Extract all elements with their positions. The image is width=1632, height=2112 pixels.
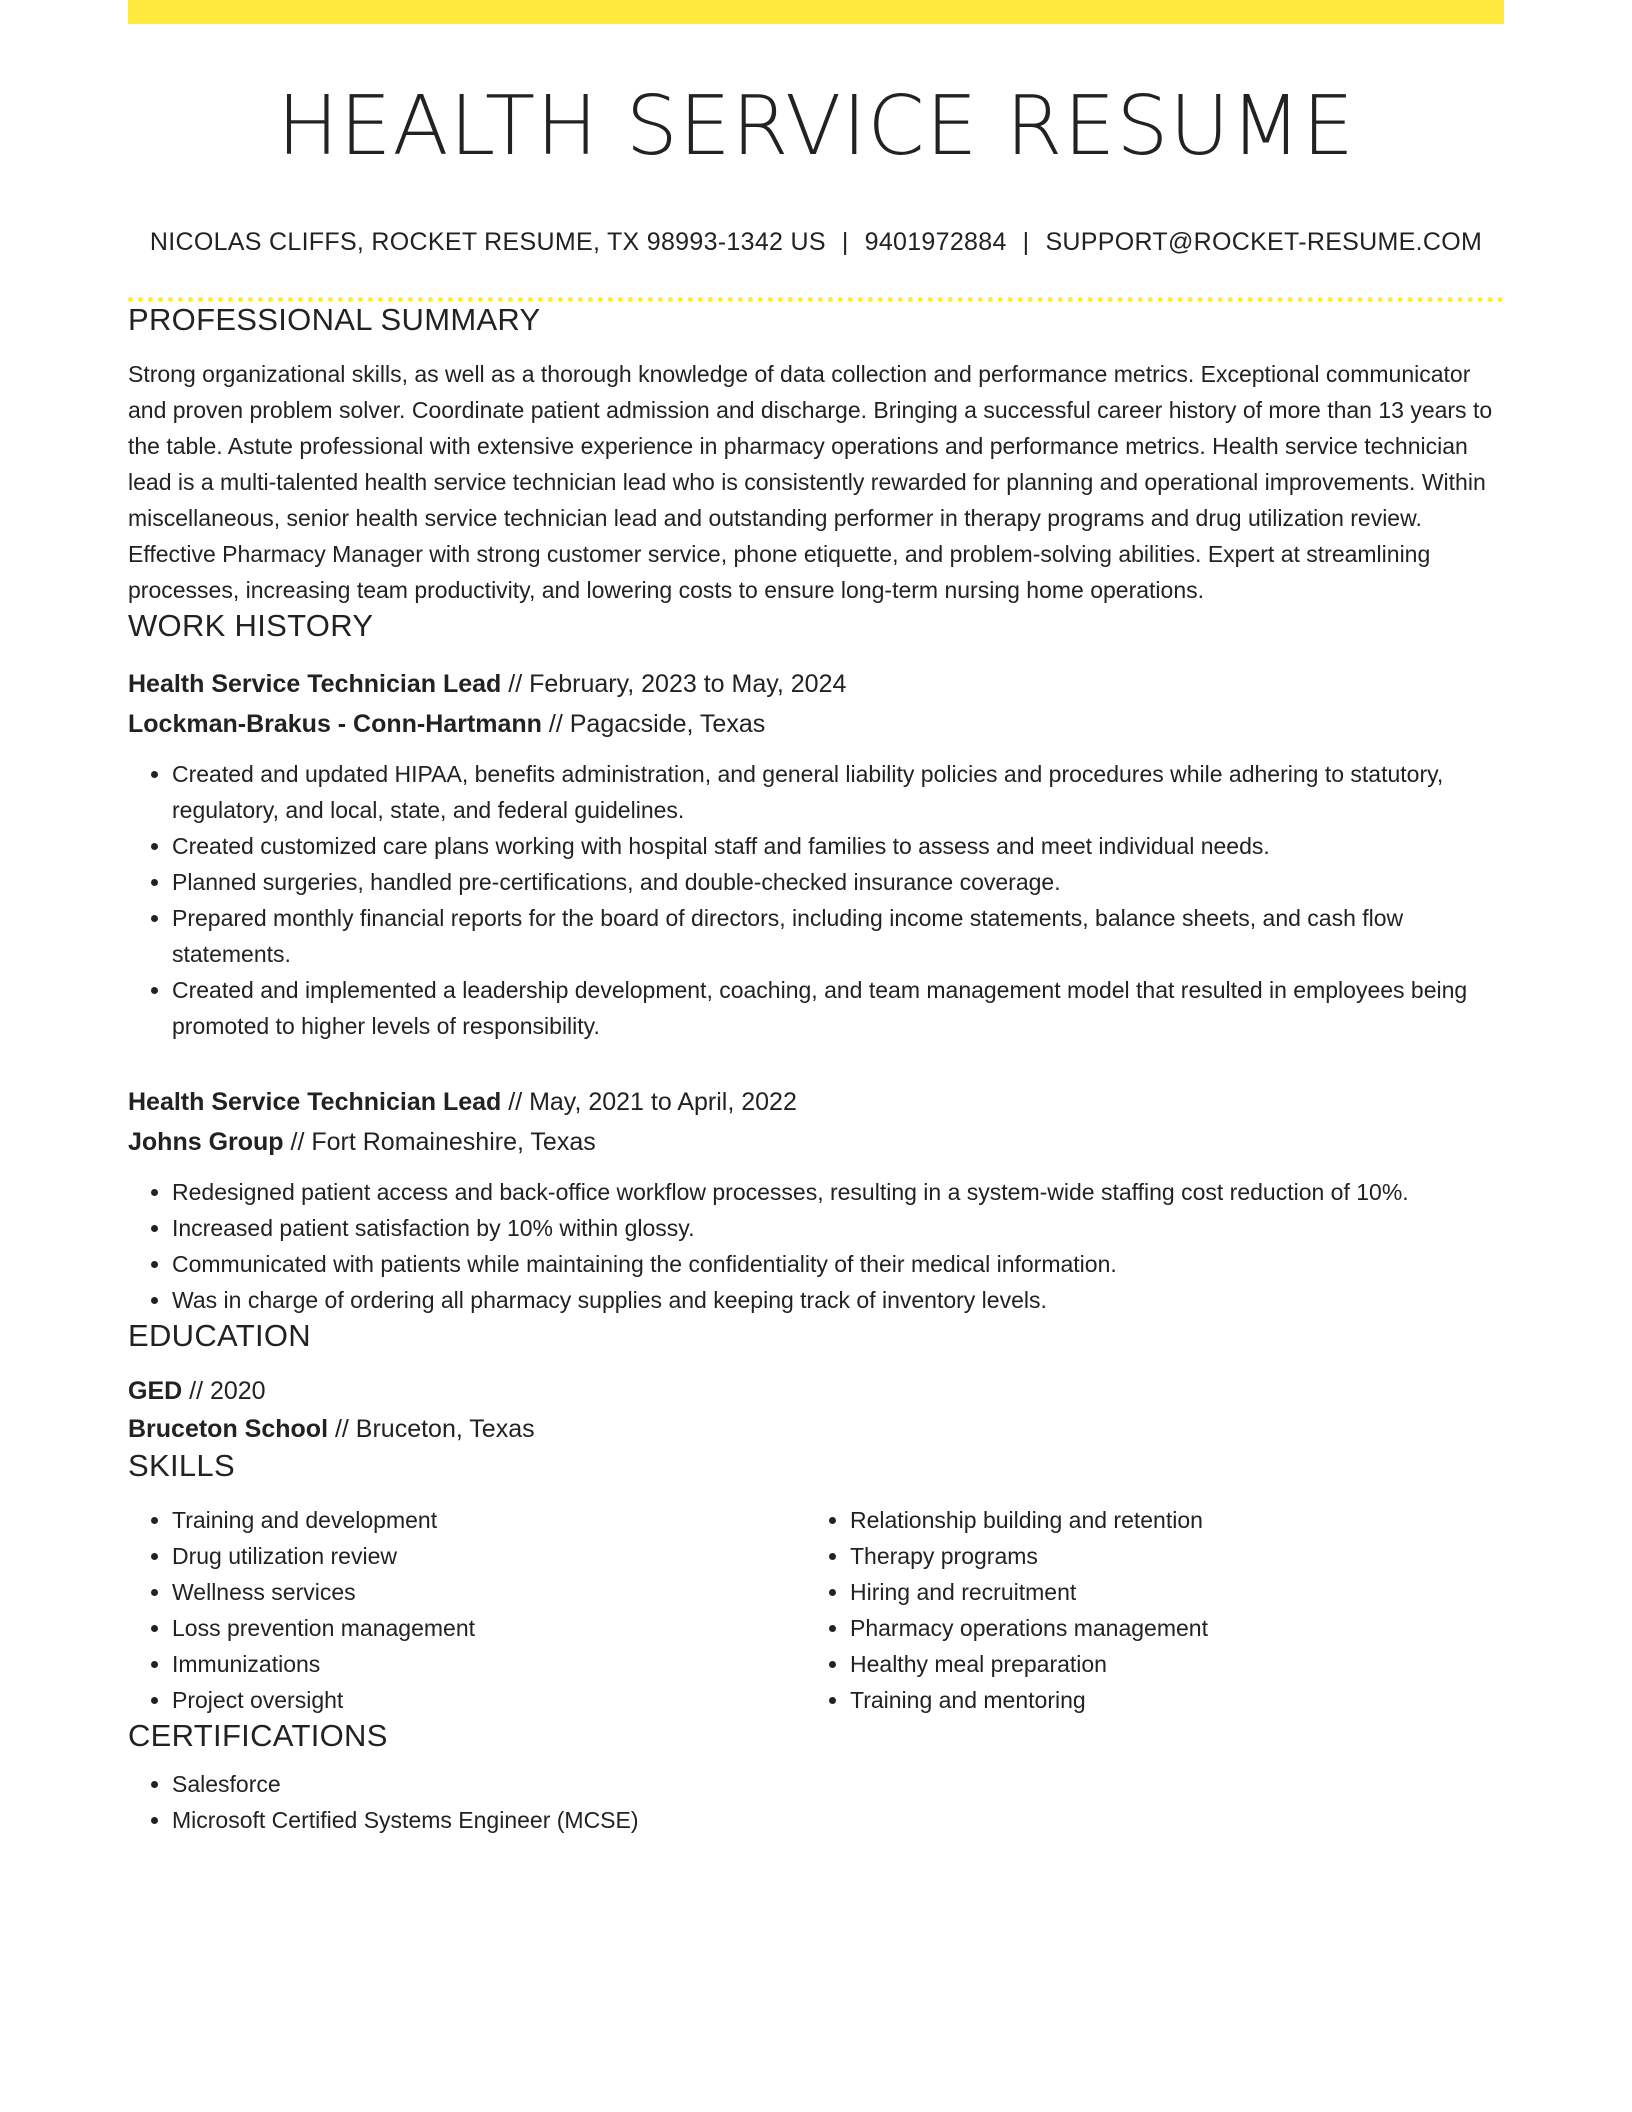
certifications-heading: CERTIFICATIONS	[128, 1718, 388, 1753]
skills-column-left	[128, 1502, 806, 1718]
summary-heading: PROFESSIONAL SUMMARY	[128, 302, 541, 337]
list-item: • Relationship building and retention	[850, 1502, 1470, 1538]
school-name: Bruceton School	[128, 1415, 329, 1443]
job-entry	[128, 664, 1504, 1044]
job-company: Lockman-Brakus - Conn-Hartmann	[128, 710, 542, 738]
list-item: • Training and development	[172, 1502, 806, 1538]
certifications-list	[128, 1766, 1504, 1838]
school-location: // Bruceton, Texas	[328, 1415, 535, 1443]
job-location: // Pagacside, Texas	[541, 710, 766, 738]
contact-phone: 9401972884	[864, 228, 1007, 256]
contact-separator: |	[1022, 228, 1030, 256]
job-title-line	[128, 664, 1504, 704]
contact-separator: |	[841, 228, 849, 256]
list-item: • Training and mentoring	[850, 1682, 1470, 1718]
list-item: • Prepared monthly financial reports for the board of directors, including income statements, balance sheets, and cash flow statements.	[172, 900, 1504, 972]
list-item: • Planned surgeries, handled pre-certifications, and double-checked insurance coverage.	[172, 864, 1504, 900]
job-company-line	[128, 704, 1504, 744]
skills-column-right	[806, 1502, 1470, 1718]
job-dates: // February, 2023 to May, 2024	[501, 670, 847, 698]
list-item: • Created customized care plans working with hospital staff and families to assess and meet individual needs.	[172, 828, 1504, 864]
job-location: // Fort Romaineshire, Texas	[283, 1128, 596, 1156]
list-item: • Was in charge of ordering all pharmacy supplies and keeping track of inventory levels.	[172, 1282, 1504, 1318]
list-item: • Project oversight	[172, 1682, 806, 1718]
list-item: • Communicated with patients while maintaining the confidentiality of their medical information.	[172, 1246, 1504, 1282]
job-bullets	[128, 756, 1504, 1044]
list-item: • Hiring and recruitment	[850, 1574, 1470, 1610]
job-bullets	[128, 1174, 1504, 1318]
list-item: • Immunizations	[172, 1646, 806, 1682]
job-entry	[128, 1082, 1504, 1318]
list-item: • Healthy meal preparation	[850, 1646, 1470, 1682]
contact-email: SUPPORT@ROCKET-RESUME.COM	[1045, 228, 1483, 256]
contact-address: NICOLAS CLIFFS, ROCKET RESUME, TX 98993-1342 US	[149, 228, 826, 256]
list-item: • Wellness services	[172, 1574, 806, 1610]
school-line	[128, 1410, 1504, 1448]
list-item: • Increased patient satisfaction by 10% within glossy.	[172, 1210, 1504, 1246]
list-item: • Salesforce	[172, 1766, 1504, 1802]
job-company: Johns Group	[128, 1128, 284, 1156]
list-item: • Drug utilization review	[172, 1538, 806, 1574]
list-item: • Pharmacy operations management	[850, 1610, 1470, 1646]
list-item: • Created and implemented a leadership development, coaching, and team management model that resulted in employees being promoted to higher levels of responsibility.	[172, 972, 1504, 1044]
list-item: • Redesigned patient access and back-office workflow processes, resulting in a system-wide staffing cost reduction of 10%.	[172, 1174, 1504, 1210]
summary-text: Strong organizational skills, as well as a thorough knowledge of data collection and performance metrics. Exceptional communicator and proven problem solver. Coordinate patient admission and discharge. Bringing a successful career history of more than 13 years to the table. Astute professional with extensive experience in pharmacy operations and performance metrics. Health service technician lead is a multi-talented health service technician lead who is consistently rewarded for planning and operational improvements. Within miscellaneous, senior health service technician lead and outstanding performer in therapy programs and drug utilization review. Effective Pharmacy Manager with strong customer service, phone etiquette, and problem-solving abilities. Expert at streamlining processes, increasing team productivity, and lowering costs to ensure long-term nursing home operations.	[128, 361, 1493, 603]
education-heading: EDUCATION	[128, 1318, 311, 1353]
list-item: • Therapy programs	[850, 1538, 1470, 1574]
work-history-heading: WORK HISTORY	[128, 608, 374, 643]
job-dates: // May, 2021 to April, 2022	[501, 1088, 797, 1116]
accent-bar	[128, 0, 1504, 24]
job-company-line	[128, 1122, 1504, 1162]
degree-year: // 2020	[182, 1377, 266, 1405]
list-item: • Microsoft Certified Systems Engineer (MCSE)	[172, 1802, 1504, 1838]
skills-heading: SKILLS	[128, 1448, 235, 1483]
job-title: Health Service Technician Lead	[128, 1088, 502, 1116]
job-title-line	[128, 1082, 1504, 1122]
job-title: Health Service Technician Lead	[128, 670, 502, 698]
page-title: HEALTH SERVICE RESUME	[277, 79, 1355, 174]
skills-grid	[128, 1502, 1504, 1718]
contact-line	[128, 228, 1504, 257]
degree: GED	[128, 1377, 183, 1405]
education-entry	[128, 1372, 1504, 1448]
list-item: • Created and updated HIPAA, benefits administration, and general liability policies and procedures while adhering to statutory, regulatory, and local, state, and federal guidelines.	[172, 756, 1504, 828]
degree-line	[128, 1372, 1504, 1410]
resume-page	[128, 0, 1504, 1838]
list-item: • Loss prevention management	[172, 1610, 806, 1646]
